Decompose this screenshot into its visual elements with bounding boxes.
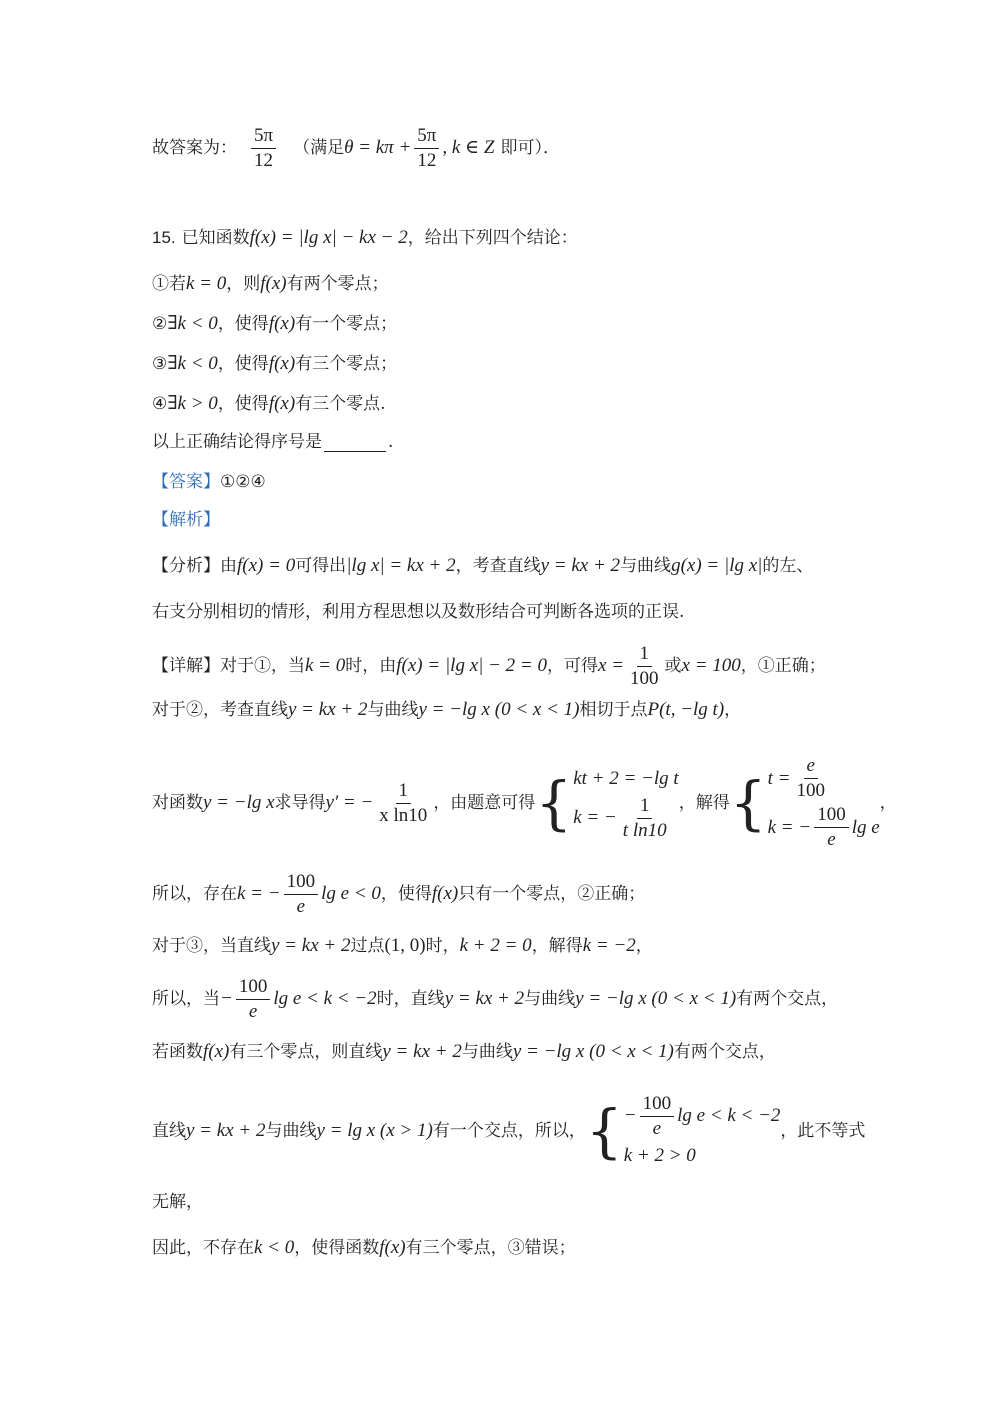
math-expr: y = −lg x bbox=[203, 792, 275, 813]
fraction bbox=[236, 975, 271, 1024]
system-rows bbox=[624, 1092, 781, 1171]
when-line bbox=[152, 977, 852, 1021]
math-expr: k = − bbox=[237, 883, 281, 904]
system-row bbox=[573, 794, 678, 843]
text: 相切于点 bbox=[579, 700, 648, 720]
text: 与曲线 bbox=[620, 556, 672, 576]
function-expression: f(x) = |lg x| − kx − 2 bbox=[249, 227, 408, 248]
prev-answer-prefix: 故答案为： bbox=[152, 138, 237, 158]
question-ask bbox=[152, 430, 852, 454]
text: ， bbox=[724, 700, 742, 720]
question-text-tail: ，给出下列四个结论： bbox=[407, 228, 578, 248]
conclusion-text: ，使得 bbox=[217, 394, 269, 414]
text: 时，由 bbox=[345, 656, 397, 676]
math-expr: f(x) bbox=[268, 393, 296, 414]
system-row bbox=[768, 803, 880, 852]
analysis-title-line bbox=[152, 508, 852, 532]
math-expr: k = 0 bbox=[305, 655, 346, 676]
conclusion-text: 有一个零点； bbox=[295, 314, 398, 334]
conclusion-3 bbox=[152, 352, 852, 376]
text: ，使得 bbox=[380, 884, 432, 904]
math-expr: y = kx + 2 bbox=[444, 988, 525, 1009]
math-expr: lg e < k < −2 bbox=[273, 988, 377, 1009]
text: ，解得 bbox=[531, 936, 583, 956]
note-close: 即可）． bbox=[500, 138, 560, 158]
math-expr: y = kx + 2 bbox=[186, 1120, 266, 1141]
fraction-numerator: 100 bbox=[284, 870, 319, 895]
text: 由 bbox=[220, 556, 237, 576]
fenxi-continuation bbox=[152, 600, 852, 624]
math-expr: y = lg x (x > 1) bbox=[316, 1120, 433, 1141]
system-rows bbox=[768, 754, 880, 852]
inequality-system bbox=[586, 1092, 781, 1171]
d2-line bbox=[152, 698, 852, 722]
answer-blank bbox=[324, 433, 386, 452]
text: 无解， bbox=[152, 1192, 203, 1212]
math-expr: − bbox=[623, 1105, 637, 1126]
no-solution-line bbox=[152, 1190, 852, 1214]
note-equation: θ = kπ + bbox=[344, 137, 412, 158]
fraction-numerator: 100 bbox=[640, 1092, 675, 1117]
text: ， bbox=[879, 793, 897, 813]
math-expr: f(x) bbox=[379, 1237, 406, 1258]
text: 与曲线 bbox=[265, 1121, 317, 1141]
text: ，可得 bbox=[547, 656, 599, 676]
answer-label: 【答案】 bbox=[152, 472, 220, 492]
fraction-denominator: 100 bbox=[796, 780, 825, 801]
text: 对函数 bbox=[152, 793, 203, 813]
text: 只有一个零点，②正确； bbox=[458, 884, 646, 904]
conclusion-4 bbox=[152, 392, 852, 416]
fraction-denominator: 12 bbox=[417, 149, 437, 171]
question-15-stem bbox=[152, 226, 852, 250]
d3-line bbox=[152, 934, 852, 958]
text: ，考查直线 bbox=[455, 556, 541, 576]
fraction-numerator: 100 bbox=[236, 975, 271, 1000]
math-expr: lg e < k < −2 bbox=[677, 1105, 781, 1126]
fraction-numerator: 5π bbox=[251, 124, 276, 149]
brace: { bbox=[585, 1097, 623, 1165]
fraction-denominator: e bbox=[296, 895, 306, 917]
text: 有两个交点， bbox=[736, 989, 839, 1009]
text: 对于③，当直线 bbox=[152, 936, 271, 956]
math-expr: y = kx + 2 bbox=[288, 699, 368, 720]
fraction-denominator: t ln10 bbox=[622, 819, 667, 841]
fraction bbox=[284, 870, 319, 919]
conclusion-text: ，使得 bbox=[217, 354, 269, 374]
text: 与曲线 bbox=[461, 1042, 513, 1062]
fenxi-line bbox=[152, 554, 852, 578]
text: ，使得函数 bbox=[294, 1238, 380, 1258]
math-expr: |lg x| = kx + 2 bbox=[346, 555, 456, 576]
text: 的左、 bbox=[762, 556, 814, 576]
system-row: kt + 2 = −lg t bbox=[573, 767, 679, 789]
line1-line bbox=[152, 1088, 866, 1174]
exist-line bbox=[152, 870, 852, 917]
fraction bbox=[620, 794, 670, 843]
ask-text: 以上正确结论得序号是 bbox=[152, 432, 322, 452]
system-row bbox=[768, 754, 880, 803]
text: 与曲线 bbox=[367, 700, 419, 720]
text: 若函数 bbox=[152, 1042, 203, 1062]
fraction bbox=[376, 779, 430, 828]
conclusion-text: 有三个零点. bbox=[295, 394, 386, 414]
text: 有三个零点，③错误； bbox=[405, 1238, 576, 1258]
conclusion-text: ，使得 bbox=[217, 314, 269, 334]
brace: { bbox=[729, 769, 767, 837]
conclusion-mark: ② bbox=[152, 314, 168, 334]
math-expr: y = kx + 2 bbox=[382, 1041, 462, 1062]
conclusion-text: ，则 bbox=[226, 274, 261, 294]
text: 有两个交点， bbox=[673, 1042, 776, 1062]
fraction-numerator: e bbox=[804, 754, 818, 779]
math-expr: y = −lg x (0 < x < 1) bbox=[418, 699, 580, 720]
text: 直线 bbox=[152, 1121, 186, 1141]
text: 时， bbox=[425, 936, 460, 956]
text: 时，直线 bbox=[376, 989, 445, 1009]
text: 对于②，考查直线 bbox=[152, 700, 288, 720]
text: 有三个零点，则直线 bbox=[229, 1042, 383, 1062]
math-expr: t = bbox=[767, 767, 791, 789]
math-expr: f(x) bbox=[203, 1041, 230, 1062]
text: 求导得 bbox=[274, 793, 326, 813]
text: 或 bbox=[664, 656, 682, 676]
math-expr: lg e bbox=[851, 816, 880, 838]
math-expr: P(t, −lg t) bbox=[647, 699, 725, 720]
fraction bbox=[814, 803, 849, 852]
text: ，①正确； bbox=[740, 656, 826, 676]
fraction-numerator: 1 bbox=[637, 794, 653, 819]
xiangjie-line bbox=[152, 642, 852, 689]
conclusion-text: 有两个零点； bbox=[286, 274, 389, 294]
math-expr: y = kx + 2 bbox=[271, 935, 351, 956]
conclusion-line bbox=[152, 1236, 852, 1260]
conclusion-mark: ④ bbox=[152, 394, 168, 414]
math-expr: f(x) = |lg x| − 2 = 0 bbox=[396, 655, 548, 676]
math-expr: lg e < 0 bbox=[321, 883, 381, 904]
note-tail: , k ∈ Z bbox=[442, 137, 495, 158]
conclusion-2 bbox=[152, 312, 852, 336]
math-expr: y = −lg x (0 < x < 1) bbox=[512, 1041, 674, 1062]
prev-answer-line bbox=[152, 124, 852, 171]
fraction-numerator: 1 bbox=[637, 642, 653, 667]
system-row: k + 2 > 0 bbox=[623, 1144, 696, 1166]
derivative-line bbox=[152, 748, 897, 858]
math-expr: g(x) = |lg x| bbox=[671, 555, 763, 576]
math-expr: y = −lg x (0 < x < 1) bbox=[575, 988, 737, 1009]
question-text: 已知函数 bbox=[181, 228, 250, 248]
ask-end: . bbox=[388, 432, 394, 452]
brace: { bbox=[535, 769, 573, 837]
fraction-denominator: 100 bbox=[630, 667, 659, 689]
math-expr: − bbox=[220, 988, 233, 1009]
math-expr: x = 100 bbox=[681, 655, 741, 676]
fraction-numerator: 1 bbox=[396, 779, 412, 804]
analysis-label: 【解析】 bbox=[152, 510, 220, 530]
math-expr: k < 0 bbox=[254, 1237, 295, 1258]
math-expr: f(x) bbox=[260, 273, 287, 294]
text: 因此，不存在 bbox=[152, 1238, 254, 1258]
math-expr: f(x) = 0 bbox=[237, 555, 296, 576]
system-row bbox=[624, 1092, 781, 1141]
text: 可得出 bbox=[295, 556, 347, 576]
text: ，解得 bbox=[678, 793, 730, 813]
text: 右支分别相切的情形，利用方程思想以及数形结合可判断各选项的正误. bbox=[152, 602, 685, 622]
math-expr: k = 0 bbox=[186, 273, 227, 294]
math-expr: (1, 0) bbox=[384, 935, 426, 956]
math-expr: k = −2 bbox=[582, 935, 636, 956]
math-expr: f(x) bbox=[268, 353, 296, 374]
fraction-denominator: x ln10 bbox=[379, 804, 428, 826]
fenxi-label: 【分析】 bbox=[152, 556, 220, 576]
note-open: （满足 bbox=[293, 138, 345, 158]
math-expr: ∃k > 0 bbox=[167, 393, 218, 414]
question-number: 15. bbox=[152, 228, 176, 247]
math-expr: y′ = − bbox=[325, 792, 374, 813]
text: 所以，当 bbox=[152, 989, 220, 1009]
text: ，此不等式 bbox=[780, 1121, 866, 1141]
answer-line bbox=[152, 470, 852, 494]
equation-system bbox=[535, 764, 678, 843]
conclusion-1 bbox=[152, 272, 852, 296]
fraction-denominator: 12 bbox=[254, 149, 274, 171]
fraction bbox=[627, 642, 662, 691]
math-expr: y = kx + 2 bbox=[540, 555, 621, 576]
xiangjie-label: 【详解】 bbox=[152, 656, 220, 676]
note-fraction bbox=[414, 124, 439, 173]
math-expr: ∃k < 0 bbox=[167, 353, 218, 374]
conclusion-text: 有三个零点； bbox=[295, 354, 398, 374]
answer-value: ①②④ bbox=[220, 472, 266, 492]
fraction-denominator: e bbox=[248, 1000, 258, 1022]
solution-system bbox=[730, 754, 880, 852]
fraction-denominator: e bbox=[827, 829, 836, 850]
text: 有一个交点，所以， bbox=[432, 1121, 586, 1141]
conclusion-mark: ①若 bbox=[152, 274, 186, 294]
math-expr: f(x) bbox=[431, 883, 459, 904]
text: ，由题意可得 bbox=[433, 793, 536, 813]
fraction bbox=[640, 1092, 675, 1141]
math-expr: x = bbox=[598, 655, 625, 676]
answer-fraction bbox=[251, 124, 276, 173]
text: 与曲线 bbox=[524, 989, 576, 1009]
math-expr: f(x) bbox=[268, 313, 296, 334]
math-expr: ∃k < 0 bbox=[167, 313, 218, 334]
fraction-denominator: e bbox=[652, 1117, 662, 1139]
if3-line bbox=[152, 1040, 852, 1064]
text: ， bbox=[635, 936, 653, 956]
math-expr: k = − bbox=[573, 807, 617, 828]
math-expr: k + 2 = 0 bbox=[459, 935, 532, 956]
fraction-numerator: 5π bbox=[414, 124, 439, 149]
text: 对于①，当 bbox=[220, 656, 305, 676]
text: 过点 bbox=[350, 936, 385, 956]
fraction-numerator: 100 bbox=[814, 803, 849, 828]
fraction bbox=[793, 754, 828, 803]
conclusion-mark: ③ bbox=[152, 354, 168, 374]
system-rows bbox=[573, 764, 678, 843]
text: 所以，存在 bbox=[152, 884, 237, 904]
math-expr: k = − bbox=[767, 816, 812, 838]
